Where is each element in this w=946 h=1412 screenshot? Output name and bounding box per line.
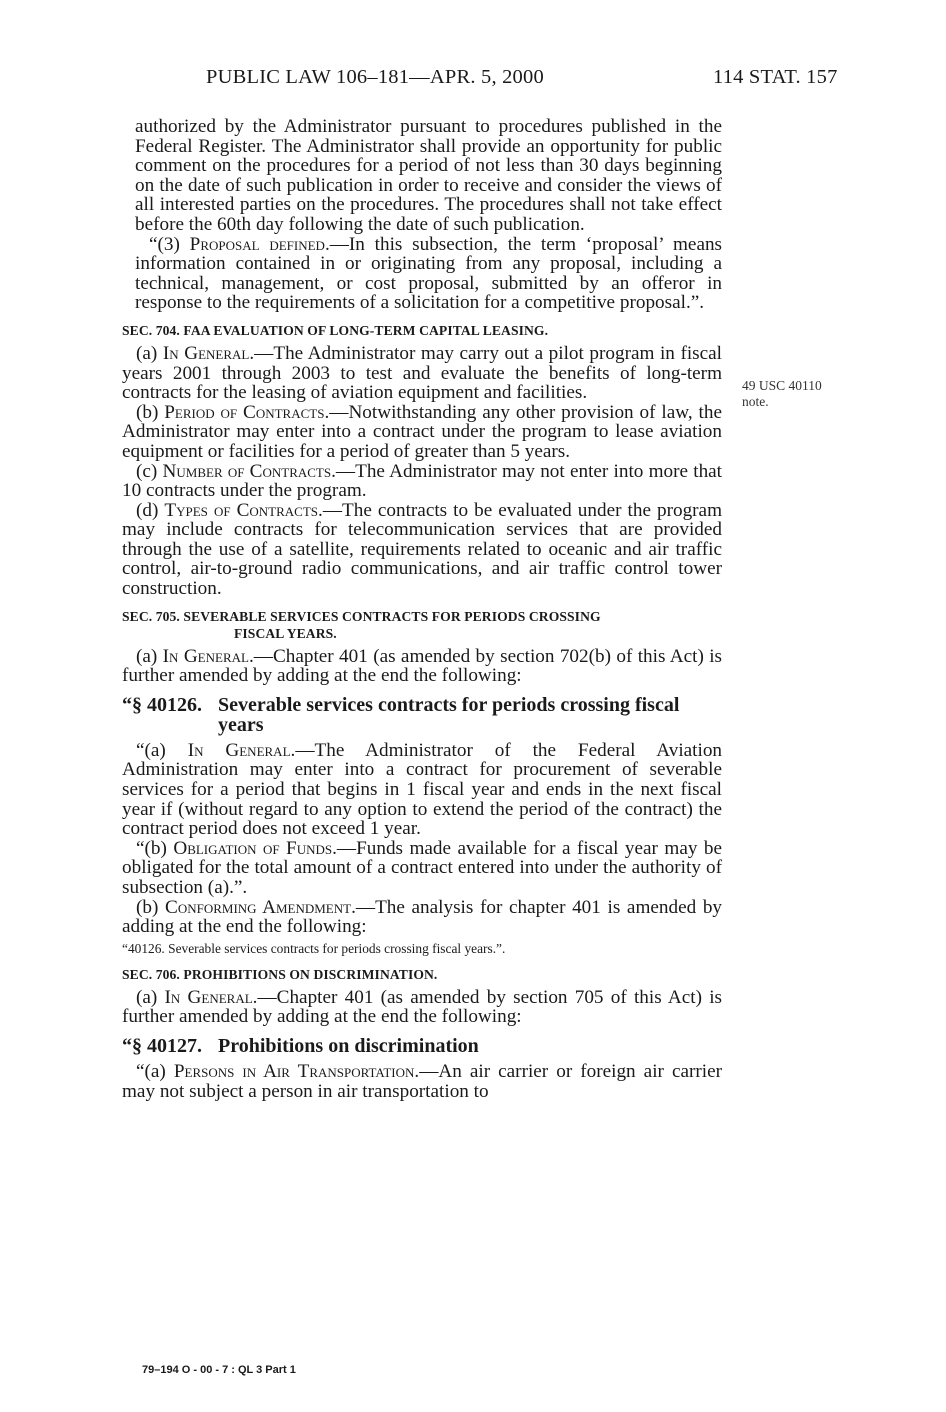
section-705-heading: SEC. 705. SEVERABLE SERVICES CONTRACTS FOR PERIODS CROSSING FISCAL YEARS. xyxy=(122,608,601,641)
section-40126-title: “§ 40126. Severable services contracts for periods crossing fiscal years xyxy=(122,693,680,736)
print-job-footer: 79–194 O - 00 - 7 : QL 3 Part 1 xyxy=(142,1364,296,1376)
sec706-paragraph-a: (a) In General.—Chapter 401 (as amended by section 705 of this Act) is further amended by adding at the end the following: xyxy=(122,986,722,1028)
margin-note-suffix: note. xyxy=(742,394,769,409)
sec704-paragraph-d: (d) Types of Contracts.—The contracts to be evaluated under the program may include contracts for telecommunication services that are provided through the use of a satellite, requirements related to oceanic and air traffic control, air-to-ground radio communications, and air traffic control tower construction. xyxy=(122,499,723,600)
section-706-heading: SEC. 706. PROHIBITIONS ON DISCRIMINATION. xyxy=(122,966,438,982)
sec705-paragraph-b: (b) Conforming Amendment.—The analysis for chapter 401 is amended by adding at the end the following: xyxy=(122,896,723,938)
section-704-heading: SEC. 704. FAA EVALUATION OF LONG-TERM CAPITAL LEASING. xyxy=(122,322,549,338)
sec40127-paragraph-a: “(a) Persons in Air Transportation.—An air carrier or foreign air carrier may not subject a person in air transportation to xyxy=(122,1060,722,1102)
section-40127-title: “§ 40127. Prohibitions on discrimination xyxy=(122,1034,479,1057)
sec704-paragraph-c: (c) Number of Contracts.—The Administrator may not enter into more that 10 contracts under the program. xyxy=(122,460,723,502)
sec704-paragraph-a: (a) In General.—The Administrator may carry out a pilot program in fiscal years 2001 through 2003 to test and evaluate the benefits of long-term contracts for the leasing of aviation equipment and facilities. xyxy=(122,342,723,404)
sec40126-paragraph-a: “(a) In General.—The Administrator of the Federal Aviation Administration may enter into a contract for procurement of severable services for a period that begins in 1 fiscal year and ends in the next fiscal year if (without regard to any option to extend the period of the contract) the contract period does not exceed 1 year. xyxy=(122,739,723,840)
sec704-paragraph-b: (b) Period of Contracts.—Notwithstanding any other provision of law, the Administrator may enter into a contract under the program to lease aviation equipment or facilities for a period of greater than 5 years. xyxy=(122,401,722,462)
sec40126-paragraph-b: “(b) Obligation of Funds.—Funds made available for a fiscal year may be obligated for the total amount of a contract entered into under the authority of subsection (a).”. xyxy=(122,837,722,898)
text-column xyxy=(122,117,722,1101)
analysis-entry: “40126. Severable services contracts for periods crossing fiscal years.”. xyxy=(122,940,506,956)
page-header-stat: 114 STAT. 157 xyxy=(713,66,838,88)
continued-paragraph: authorized by the Administrator pursuant to procedures published in the Federal Register. The Administrator shall provide an opportunity for public comment on the procedures for a period of not less than 30 days beginning on the date of such publication in order to receive and consider the views of all interested parties on the procedures. The procedures shall not take effect before the 60th day following the date of such publication. xyxy=(135,116,722,235)
margin-note xyxy=(742,378,822,410)
proposal-defined-paragraph: “(3) Proposal defined.—In this subsection, the term ‘proposal’ means information contained in or originating from any proposal, including a technical, management, or cost proposal, submitted by an offeror in response to the requirements of a solicitation for a competitive proposal.”. xyxy=(135,233,723,314)
margin-note-citation: 49 USC 40110 xyxy=(742,378,822,393)
sec705-paragraph-a: (a) In General.—Chapter 401 (as amended by section 702(b) of this Act) is further amended by adding at the end the following: xyxy=(122,645,722,687)
page-header-title: PUBLIC LAW 106–181—APR. 5, 2000 xyxy=(206,66,544,88)
